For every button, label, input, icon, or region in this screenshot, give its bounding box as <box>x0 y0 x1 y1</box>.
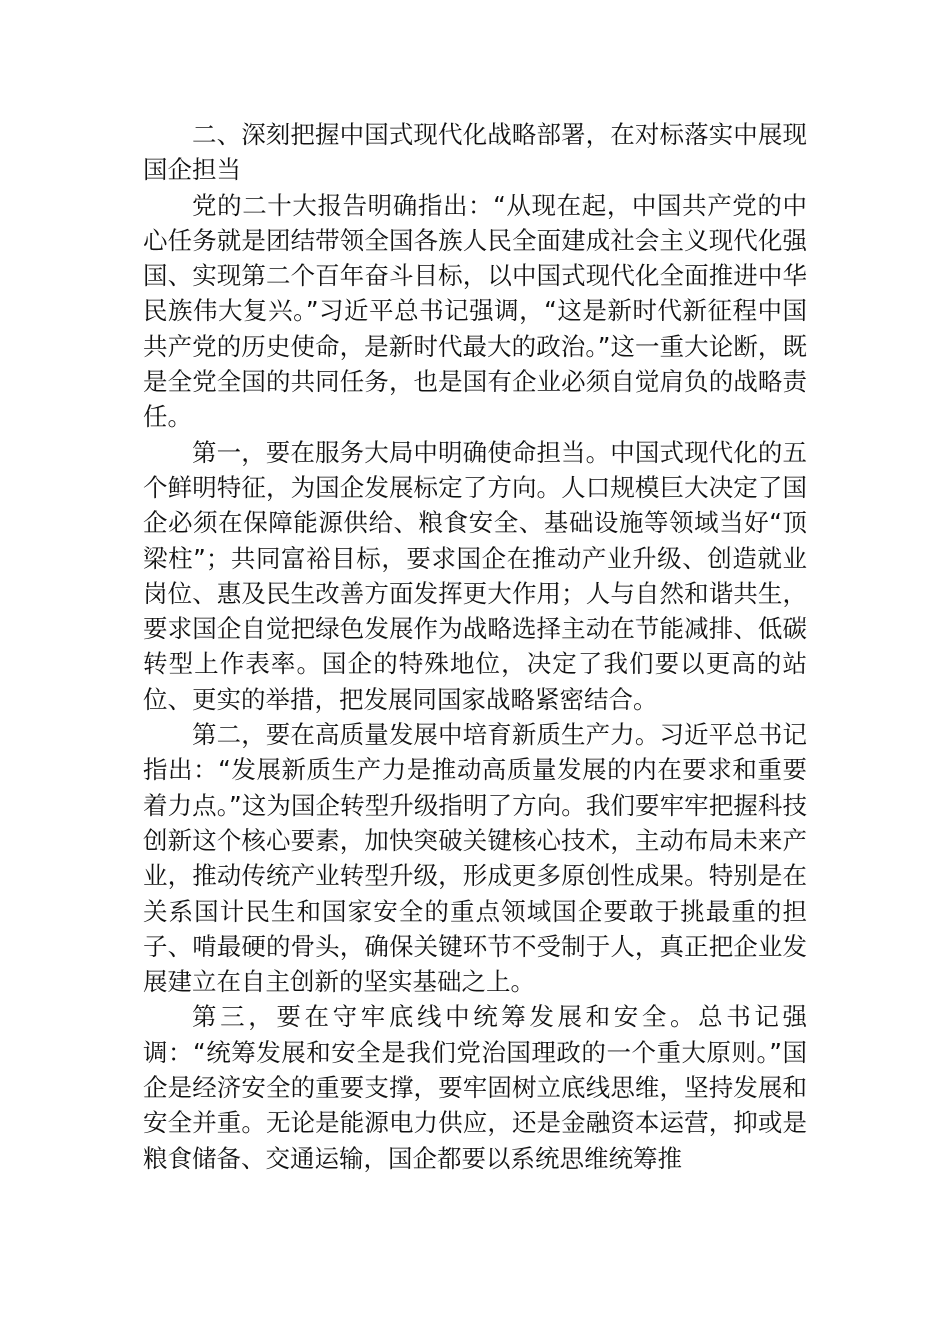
section-heading: 二、深刻把握中国式现代化战略部署，在对标落实中展现国企担当 <box>143 120 807 185</box>
document-body <box>143 117 807 1176</box>
paragraph-third: 第三，要在守牢底线中统筹发展和安全。总书记强调：“统筹发展和安全是我们党治国理政的一个重大原则。”国企是经济安全的重要支撑，要牢固树立底线思维，坚持发展和安全并重。无论是能源电力供应，还是金融资本运营，抑或是粮食储备、交通运输，国企都要以系统思维统筹推 <box>143 1002 807 1173</box>
paragraph-first: 第一，要在服务大局中明确使命担当。中国式现代化的五个鲜明特征，为国企发展标定了方向。人口规模巨大决定了国企必须在保障能源供给、粮食安全、基础设施等领域当好“顶梁柱”；共同富裕目标，要求国企在推动产业升级、创造就业岗位、惠及民生改善方面发挥更大作用；人与自然和谐共生，要求国企自觉把绿色发展作为战略选择主动在节能减排、低碳转型上作表率。国企的特殊地位，决定了我们要以更高的站位、更实的举措，把发展同国家战略紧密结合。 <box>143 437 807 714</box>
paragraph-intro: 党的二十大报告明确指出：“从现在起，中国共产党的中心任务就是团结带领全国各族人民全面建成社会主义现代化强国、实现第二个百年奋斗目标，以中国式现代化全面推进中华民族伟大复兴。”习近平总书记强调，“这是新时代新征程中国共产党的历史使命，是新时代最大的政治。”这一重大论断，既是全党全国的共同任务，也是国有企业必须自觉肩负的战略责任。 <box>143 190 807 432</box>
paragraph-second: 第二，要在高质量发展中培育新质生产力。习近平总书记指出：“发展新质生产力是推动高质量发展的内在要求和重要着力点。”这为国企转型升级指明了方向。我们要牢牢把握科技创新这个核心要素，加快突破关键核心技术，主动布局未来产业，推动传统产业转型升级，形成更多原创性成果。特别是在关系国计民生和国家安全的重点领域国企要敢于挑最重的担子、啃最硬的骨头，确保关键环节不受制于人，真正把企业发展建立在自主创新的坚实基础之上。 <box>143 720 807 997</box>
